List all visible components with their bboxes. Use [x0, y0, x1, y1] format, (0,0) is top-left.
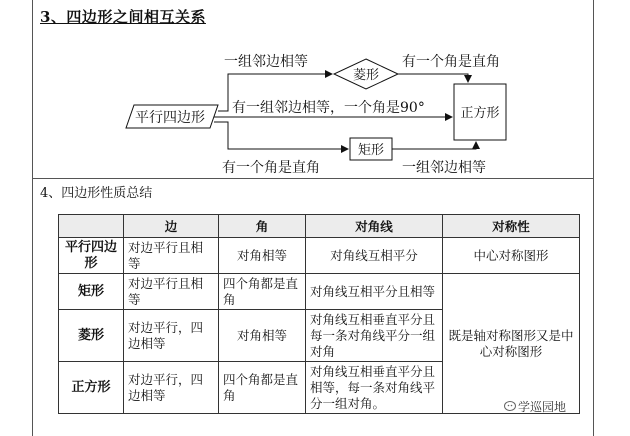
table-row — [59, 238, 580, 274]
cell-diagonal: 对角线互相平分 — [306, 238, 443, 274]
square-label: 正方形 — [460, 106, 500, 121]
col-header-symmetry: 对称性 — [443, 215, 580, 238]
table-header-row — [59, 215, 580, 238]
col-header-diagonal: 对角线 — [306, 215, 443, 238]
edge-label-rhombus-square: 有一个角是直角 — [402, 54, 500, 70]
cell-side: 对边平行，四边相等 — [124, 310, 219, 362]
parallelogram-label: 平行四边形 — [135, 110, 205, 126]
cell-angle: 对角相等 — [219, 238, 306, 274]
edge-label-para-rhombus: 一组邻边相等 — [224, 54, 308, 70]
cell-angle: 对角相等 — [219, 310, 306, 362]
edge-label-para-rectangle: 有一个角是直角 — [222, 160, 320, 176]
col-header-side: 边 — [124, 215, 219, 238]
cell-symmetry: 中心对称图形 — [443, 238, 580, 274]
section4-heading: 4、四边形性质总结 — [40, 186, 153, 201]
cell-symmetry-merged — [443, 274, 580, 414]
section3-heading: 3、四边形之间相互关系 — [40, 8, 206, 26]
cell-diagonal: 对角线互相垂直平分且每一条对角线平分一组对角 — [306, 310, 443, 362]
row-name-parallelogram: 平行四边形 — [59, 238, 124, 274]
cell-side: 对边平行，四边相等 — [124, 362, 219, 414]
cell-angle: 四个角都是直角 — [219, 274, 306, 310]
cell-angle: 四个角都是直角 — [219, 362, 306, 414]
edge-label-rectangle-square: 一组邻边相等 — [402, 160, 486, 176]
col-header-blank — [59, 215, 124, 238]
table-row — [59, 274, 580, 310]
edge-rectangle-square — [392, 142, 476, 149]
cell-side: 对边平行且相等 — [124, 238, 219, 274]
edge-rhombus-square — [398, 74, 468, 82]
row-name-rectangle: 矩形 — [59, 274, 124, 310]
row-name-square: 正方形 — [59, 362, 124, 414]
rhombus-label: 菱形 — [352, 68, 380, 83]
edge-label-para-square: 有一组邻边相等，一个角是90° — [232, 100, 425, 116]
cell-symmetry-text: 既是轴对称图形又是中心对称图形 — [448, 327, 574, 359]
cell-diagonal: 对角线互相垂直平分且相等，每一条对角线平分一组对角。 — [306, 362, 443, 414]
cell-diagonal: 对角线互相平分且相等 — [306, 274, 443, 310]
watermark-text: 学巡园地 — [518, 400, 567, 414]
wechat-icon — [504, 400, 518, 412]
edge-para-rectangle — [214, 122, 348, 149]
cell-side: 对边平行且相等 — [124, 274, 219, 310]
properties-table — [58, 214, 580, 414]
row-name-rhombus: 菱形 — [59, 310, 124, 362]
relationship-diagram — [0, 0, 630, 180]
col-header-angle: 角 — [219, 215, 306, 238]
rectangle-label: 矩形 — [357, 143, 385, 158]
